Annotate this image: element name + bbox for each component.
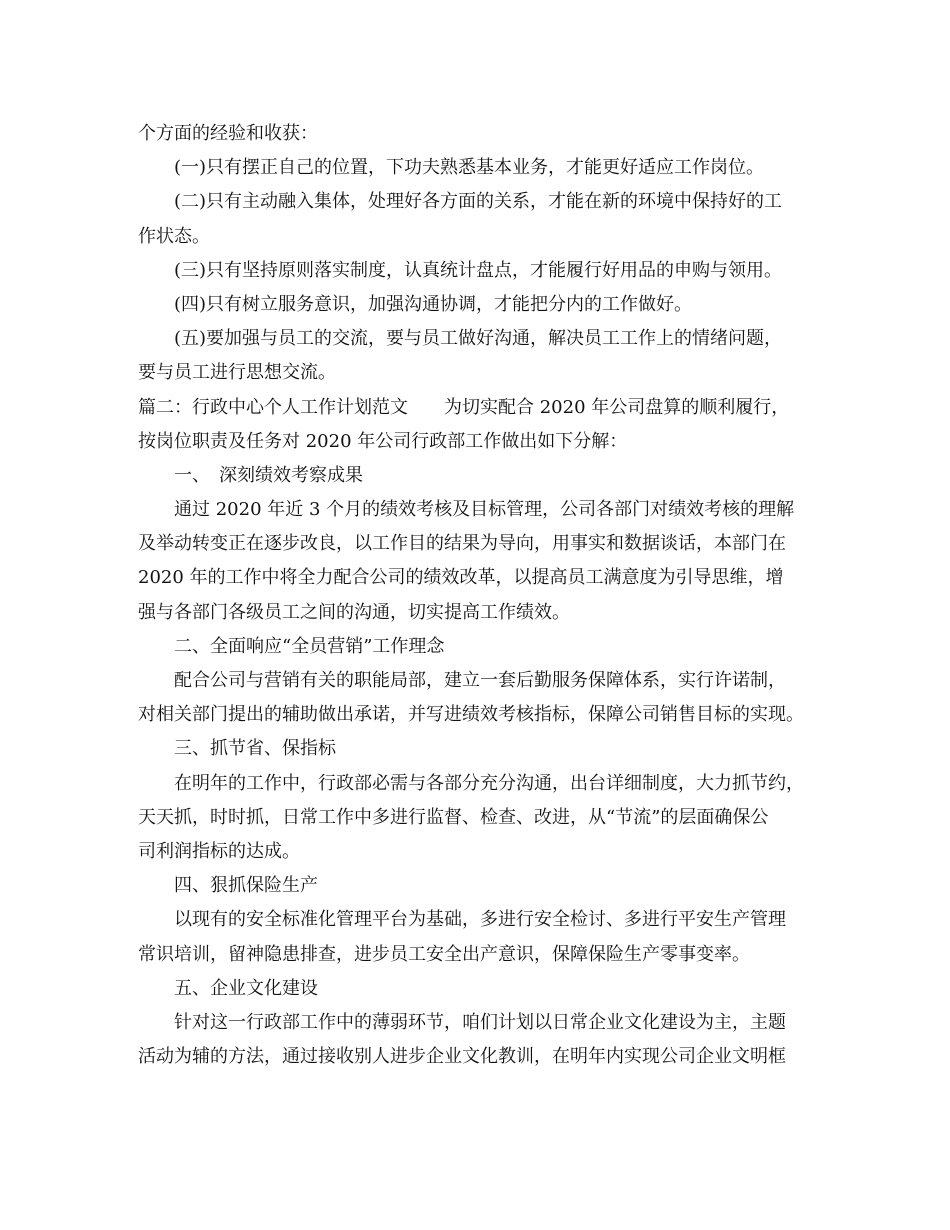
- text-line: 四、狠抓保险生产: [174, 875, 318, 897]
- text-line: 二、全面响应“全员营销”工作理念: [174, 635, 445, 657]
- text-line: 通过 2020 年近 3 个月的绩效考核及目标管理，公司各部门对绩效考核的理解: [174, 499, 795, 521]
- text-line: (一)只有摆正自己的位置，下功夫熟悉基本业务，才能更好适应工作岗位。: [174, 157, 765, 179]
- text-line: 篇二：行政中心个人工作计划范文 为切实配合 2020 年公司盘算的顺利履行，: [138, 396, 790, 418]
- text-line: 及举动转变正在逐步改良，以工作目的结果为导向，用事实和数据谈话，本部门在: [138, 533, 786, 555]
- text-line: 三、抓节省、保指标: [174, 738, 336, 760]
- text-line: 五、企业文化建设: [174, 977, 318, 999]
- text-line: (二)只有主动融入集体，处理好各方面的关系，才能在新的环境中保持好的工: [174, 191, 783, 213]
- text-line: 以现有的安全标准化管理平台为基础，多进行安全检讨、多进行平安生产管理: [174, 909, 786, 931]
- text-line: 对相关部门提出的辅助做出承诺，并写进绩效考核指标，保障公司销售目标的实现。: [138, 704, 804, 726]
- text-line: 活动为辅的方法，通过接收别人进步企业文化教训，在明年内实现公司企业文明框: [138, 1046, 786, 1068]
- text-line: 司利润指标的达成。: [138, 840, 300, 862]
- text-line: 常识培训，留神隐患排查，进步员工安全出产意识，保障保险生产零事变率。: [138, 943, 750, 965]
- text-line: (四)只有树立服务意识，加强沟通协调，才能把分内的工作做好。: [174, 293, 693, 315]
- text-line: 个方面的经验和收获：: [138, 123, 318, 144]
- text-line: 一、 深刻绩效考察成果: [174, 464, 363, 486]
- text-line: 2020 年的工作中将全力配合公司的绩效改革，以提高员工满意度为引导思维，增: [138, 567, 784, 589]
- text-line: 按岗位职责及任务对 2020 年公司行政部工作做出如下分解：: [138, 430, 628, 452]
- text-line: 配合公司与营销有关的职能局部，建立一套后勤服务保障体系，实行许诺制，: [174, 670, 786, 691]
- text-line: (五)要加强与员工的交流，要与员工做好沟通，解决员工工作上的情绪问题，: [174, 328, 783, 350]
- text-line: 要与员工进行思想交流。: [138, 362, 336, 384]
- text-line: 强与各部门各级员工之间的沟通，切实提高工作绩效。: [138, 601, 570, 623]
- text-line: 在明年的工作中，行政部必需与各部分充分沟通，出台详细制度，大力抓节约，: [174, 772, 804, 794]
- text-line: 天天抓，时时抓，日常工作中多进行监督、检查、改进，从“节流”的层面确保公: [138, 806, 769, 828]
- text-line: 针对这一行政部工作中的薄弱环节，咱们计划以日常企业文化建设为主，主题: [174, 1011, 786, 1033]
- document-body: [138, 117, 828, 1074]
- text-line: (三)只有坚持原则落实制度，认真统计盘点，才能履行好用品的申购与领用。: [174, 259, 783, 281]
- text-line: 作状态。: [138, 225, 210, 247]
